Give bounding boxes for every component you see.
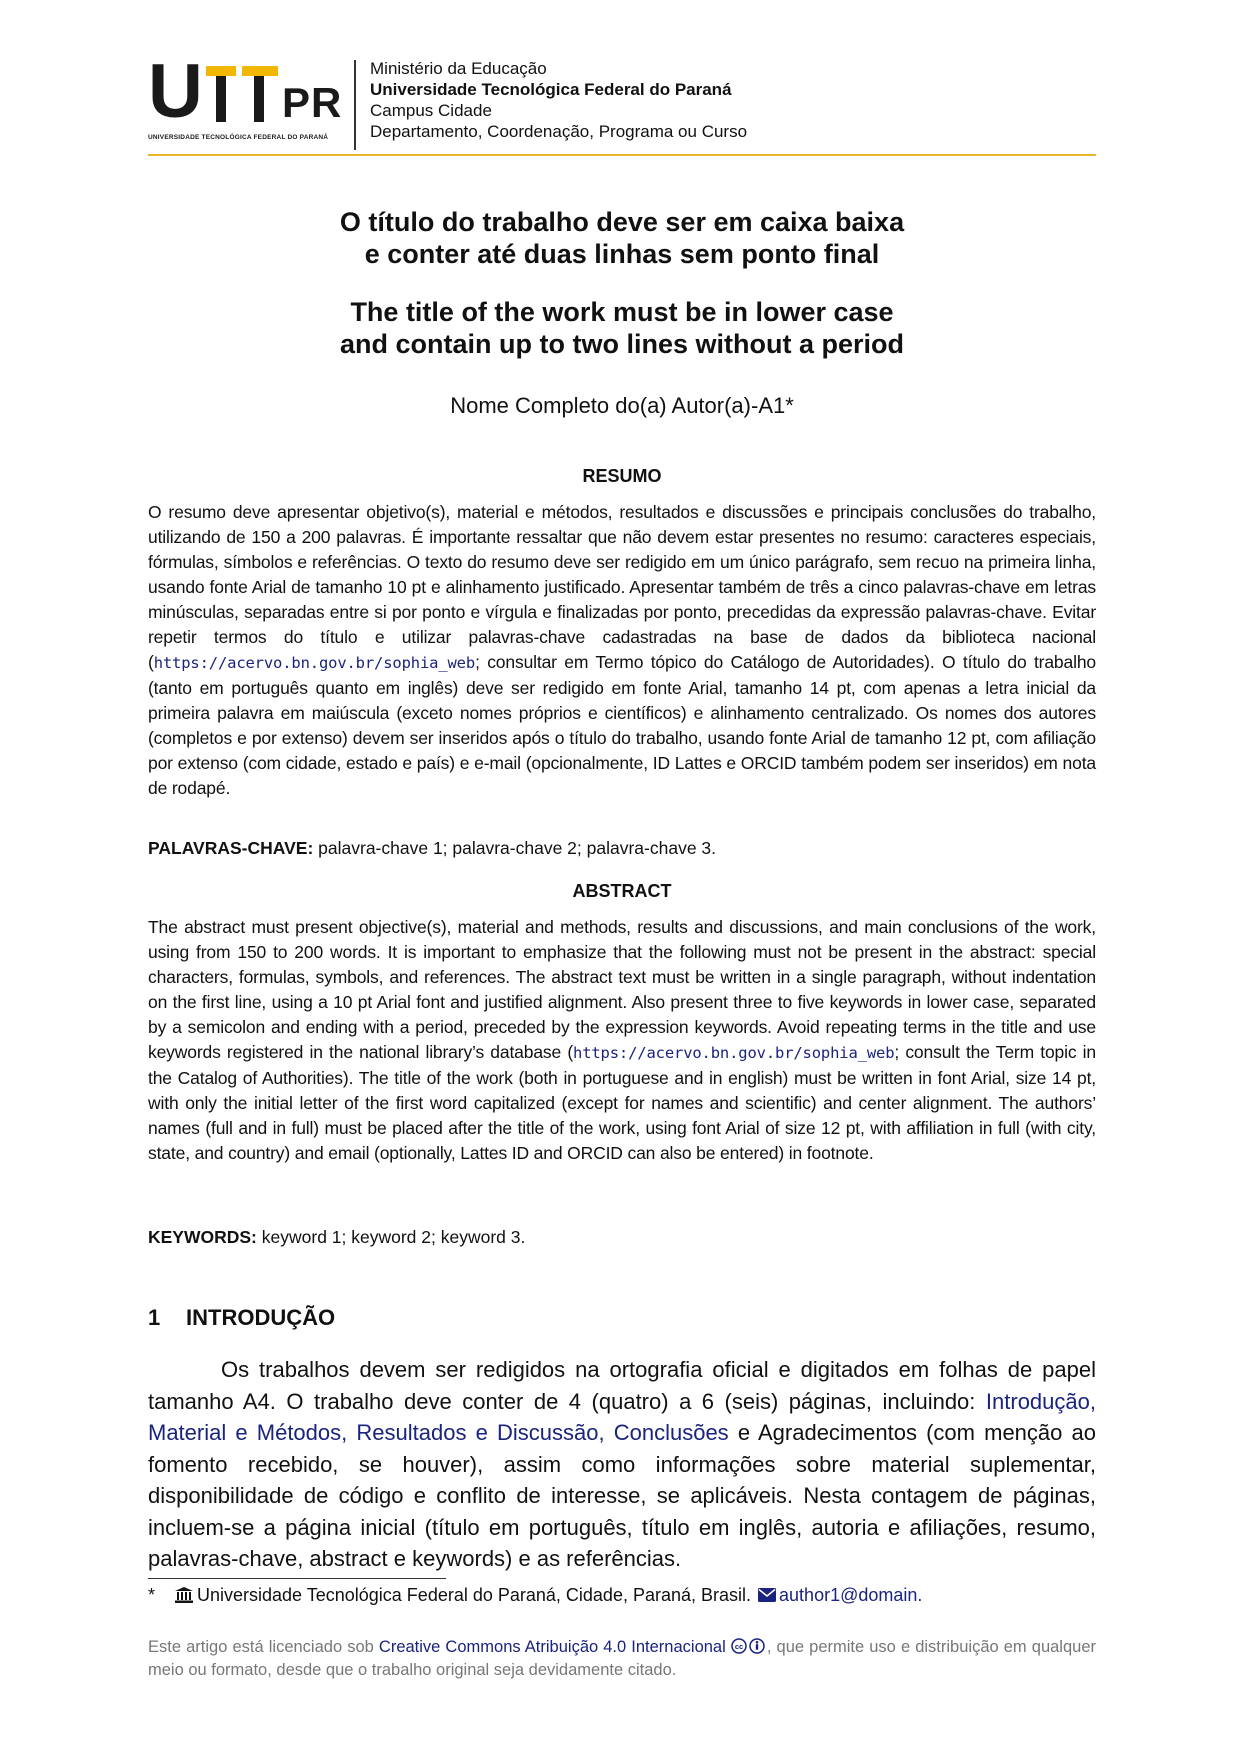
keywords-values: keyword 1; keyword 2; keyword 3. bbox=[261, 1227, 526, 1247]
university-name: Universidade Tecnológica Federal do Paraná bbox=[370, 80, 732, 99]
footnote-email-link[interactable]: author1@domain bbox=[779, 1585, 918, 1605]
section-title: INTRODUÇÃO bbox=[186, 1305, 336, 1330]
envelope-icon bbox=[758, 1588, 776, 1602]
resumo-url-link[interactable]: https://acervo.bn.gov.br/sophia_web bbox=[153, 654, 476, 672]
palavras-chave bbox=[148, 838, 1096, 859]
palavras-chave-label: PALAVRAS-CHAVE: bbox=[148, 838, 314, 858]
header-rule bbox=[148, 154, 1096, 156]
institution-icon bbox=[175, 1587, 193, 1603]
footnote-rule bbox=[148, 1578, 446, 1579]
logo-letters-pr: PR bbox=[282, 79, 343, 126]
svg-text:cc: cc bbox=[734, 1642, 744, 1651]
keywords bbox=[148, 1227, 1096, 1248]
title-pt-line-1: O título do trabalho deve ser em caixa baixa bbox=[339, 207, 905, 237]
title-en-line-1: The title of the work must be in lower case bbox=[350, 297, 894, 327]
abstract-text-part-2: ; consult the Term topic in the Catalog of Authorities). The title of the work (both in portuguese and in english) must be written in font Arial, size 14 pt, with only the initial letter of the first word capitalized (except for names and scientific) and center alignment. The authors’ names (full and in full) must be placed after the title of the work, using font Arial of size 12 pt, with affiliation in full (with city, state, and country) and email (optionally, Lattes ID and ORCID can also be entered) in footnote. bbox=[148, 1042, 1097, 1163]
campus: Campus Cidade bbox=[370, 101, 492, 120]
resumo-heading: RESUMO bbox=[582, 466, 662, 486]
footnote-email-period: . bbox=[917, 1585, 923, 1605]
intro-text-part-2: e Agradecimentos (com menção ao fomento recebido, se houver), assim como informações sobre material suplementar, disponibilidade de código e conflito de interesse, se aplicáveis. Nesta contagem de páginas, incluem-se a página inicial (título em português, título em inglês, autoria e afiliações, resumo, palavras-chave, abstract e keywords) e as referências. bbox=[148, 1420, 1096, 1571]
license-link[interactable]: Creative Commons Atribuição 4.0 Internacional bbox=[378, 1638, 726, 1656]
introduction-heading bbox=[148, 1305, 335, 1331]
resumo-text bbox=[148, 500, 1096, 801]
header bbox=[148, 49, 1096, 152]
ministry: Ministério da Educação bbox=[370, 59, 547, 78]
logo-letter-u: U bbox=[148, 49, 203, 134]
abstract-url-link[interactable]: https://acervo.bn.gov.br/sophia_web bbox=[573, 1044, 895, 1062]
institution-block bbox=[370, 58, 747, 142]
link-introducao[interactable]: Introdução bbox=[985, 1388, 1090, 1414]
link-conclusoes[interactable]: Conclusões bbox=[613, 1420, 729, 1445]
title-portuguese bbox=[148, 206, 1096, 270]
intro-text-part-1: Os trabalhos devem ser redigidos na ortografia oficial e digitados em folhas de papel tamanho A4. O trabalho deve conter de 4 (quatro) a 6 (seis) páginas, incluindo: bbox=[148, 1357, 1096, 1414]
link-separator: , bbox=[1089, 1388, 1096, 1414]
resumo-text-part-1: O resumo deve apresentar objetivo(s), material e métodos, resultados e discussões e principais conclusões do trabalho, utilizando de 150 a 200 palavras. É importante ressaltar que não devem estar presentes no resumo: caracteres especiais, fórmulas, símbolos e referências. O texto do resumo deve ser redigido em um único parágrafo, sem recuo na primeira linha, usando fonte Arial de tamanho 10 pt e alinhamento justificado. Apresentar também de três a cinco palavras-chave em letras minúsculas, separadas entre si por ponto e vírgula e finalizadas por ponto, precedidas da expressão palavras-chave. Evitar repetir termos do título e utilizar palavras-chave cadastradas na base de dados da biblioteca nacional ( bbox=[148, 502, 1096, 672]
footnote-marker: * bbox=[148, 1585, 156, 1605]
header-divider bbox=[354, 60, 356, 150]
utfpr-logo bbox=[148, 49, 343, 146]
cc-by-icon bbox=[731, 1638, 767, 1654]
abstract-heading: ABSTRACT bbox=[572, 881, 672, 901]
license-note bbox=[148, 1636, 1096, 1682]
license-text-part-2: , que permite uso e distribuição em qualquer meio ou formato, desde que o trabalho original seja devidamente citado. bbox=[148, 1638, 1096, 1679]
abstract-text-part-1: The abstract must present objective(s), material and methods, results and discussions, and main conclusions of the work, using from 150 to 200 words. It is important to emphasize that the following must not be present in the abstract: special characters, formulas, symbols, and references. The abstract text must be written in a single paragraph, without indentation on the first line, using a 10 pt Arial font and justified alignment. Also present three to five keywords in lower case, separated by a semicolon and ending with a period, preceded by the expression keywords. Avoid repeating terms in the title and use keywords registered in the national library’s database ( bbox=[148, 917, 1096, 1062]
abstract-text bbox=[148, 915, 1096, 1166]
link-material-metodos[interactable]: Material e Métodos bbox=[148, 1420, 342, 1445]
section-number: 1 bbox=[148, 1305, 161, 1330]
author-name: Nome Completo do(a) Autor(a)-A1* bbox=[450, 393, 794, 418]
title-english bbox=[148, 296, 1096, 360]
resumo-text-part-2: ; consultar em Termo tópico do Catálogo de Autoridades). O título do trabalho (tanto em português quanto em inglês) deve ser redigido em fonte Arial, tamanho 14 pt, com apenas a letra inicial da primeira palavra em maiúscula (exceto nomes próprios e científicos) e alinhamento centralizado. Os nomes dos autores (completos e por extenso) devem ser inseridos após o título do trabalho, usando fonte Arial de tamanho 12 pt, com afiliação por extenso (com cidade, estado e país) e e-mail (opcionalmente, ID Lattes e ORCID também podem ser inseridos) em nota de rodapé. bbox=[148, 652, 1096, 798]
keywords-label: KEYWORDS: bbox=[148, 1227, 257, 1247]
title-pt-line-2: e conter até duas linhas sem ponto final bbox=[364, 239, 880, 269]
license-text-part-1: Este artigo está licenciado sob bbox=[148, 1638, 379, 1656]
palavras-chave-values: palavra-chave 1; palavra-chave 2; palavra-chave 3. bbox=[318, 838, 717, 858]
link-separator: , bbox=[341, 1420, 357, 1445]
title-en-line-2: and contain up to two lines without a period bbox=[340, 329, 904, 359]
link-separator: , bbox=[598, 1420, 614, 1445]
department: Departamento, Coordenação, Programa ou Curso bbox=[370, 122, 748, 141]
introduction-text bbox=[148, 1354, 1096, 1575]
link-resultados-discussao[interactable]: Resultados e Discussão bbox=[356, 1420, 599, 1445]
footnote-affiliation: Universidade Tecnológica Federal do Paraná, Cidade, Paraná, Brasil. bbox=[197, 1585, 752, 1605]
footnote bbox=[148, 1585, 922, 1606]
logo-tagline: UNIVERSIDADE TECNOLÓGICA FEDERAL DO PARANÁ bbox=[148, 134, 329, 141]
